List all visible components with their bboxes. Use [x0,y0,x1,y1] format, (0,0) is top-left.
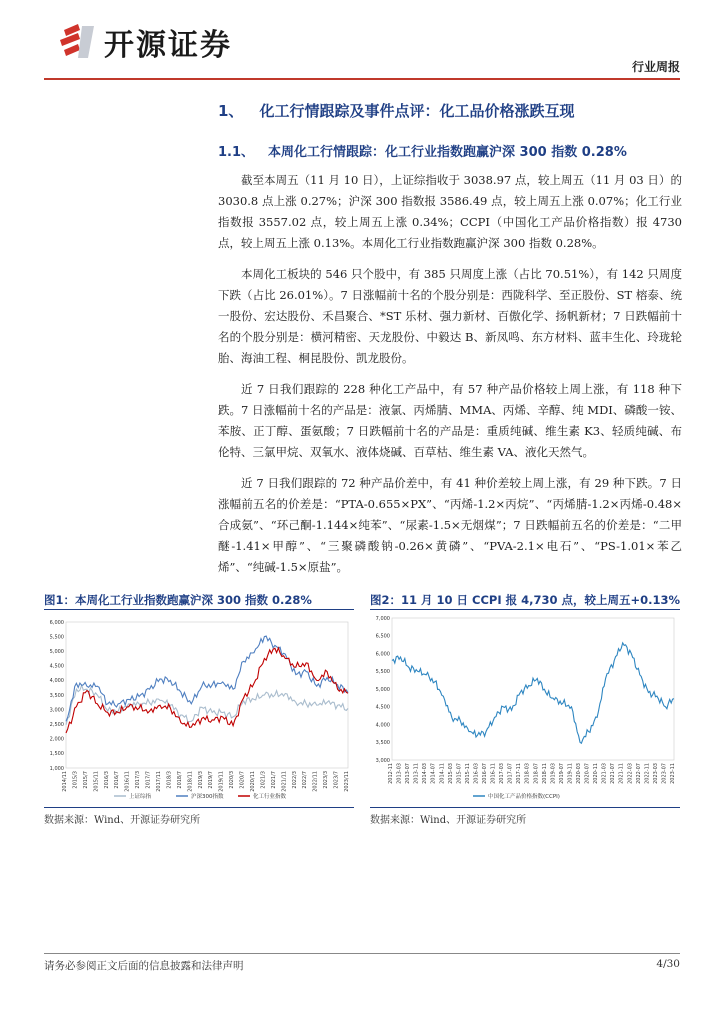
chart1-xtick-label: 2016/11 [124,771,131,792]
chart1-xtick-label: 2021/7 [270,771,277,789]
section-title: 化工行情跟踪及事件点评：化工品价格涨跌互现 [259,102,575,120]
chart2-xtick-label: 2021-03 [601,763,608,784]
chart1-ytick-label: 2,500 [49,722,64,728]
chart2-xtick-label: 2015-03 [447,763,454,784]
chart2-ytick-label: 3,500 [375,740,390,747]
figure2-source: 数据来源：Wind、开源证券研究所 [370,815,527,826]
chart2-xtick-label: 2021-07 [610,763,617,784]
chart1-xtick-label: 2022/11 [312,771,319,792]
figure1-bottom-rule [44,807,354,808]
brand-logo-icon [58,22,98,62]
chart1-ytick-label: 1,000 [49,765,64,772]
subsection-number: 1.1、 [218,145,255,160]
chart2-axes [376,616,676,784]
chart1-ytick-label: 5,000 [49,649,64,655]
chart1-xtick-label: 2019/3 [197,771,204,789]
chart2-ytick-label: 5,500 [375,669,390,676]
chart2-xtick-label: 2020-07 [584,763,591,784]
chart2-legend [473,792,560,800]
chart2-xtick-label: 2014-11 [439,763,446,784]
chart1-xtick-label: 2015/3 [72,771,79,789]
chart1-xtick-label: 2018/11 [187,771,194,792]
chart1-series-line [66,685,348,725]
paragraph-stocks: 本周化工板块的 546 只个股中，有 385 只周度上涨（占比 70.51%），有 142 只周度下跌（占比 26.01%）。7 日涨幅前十名的个股分别是：西陇科学、至正股份、ST 榕泰、统一股份、宏达股份、禾昌聚合、*ST 乐材、强力新材、百傲化学、扬帆新材；7 日跌幅前十名的个股分别是：横河精密、天龙股份、中毅达 B、新凤鸣、东方材料、蓝丰生化、玲珑轮胎、海油工程、桐昆股份、凯龙股份。 [218,267,682,365]
chart1-xtick-label: 2022/7 [302,771,309,789]
chart1-xtick-label: 2023/7 [333,771,340,789]
figure1-title: 图1：本周化工行业指数跑赢沪深 300 指数 0.28% [44,593,312,607]
chart2-ytick-label: 6,000 [375,651,390,658]
chart2-xtick-label: 2022-03 [627,763,634,784]
figure2-bottom-rule [370,807,680,808]
header-divider [44,78,680,80]
chart1-xtick-label: 2021/3 [260,771,267,789]
chart1-xtick-label: 2019/11 [218,771,225,792]
chart1-ytick-label: 3,500 [49,692,64,699]
chart2-xtick-label: 2016-11 [490,763,497,784]
subsection-heading [218,141,682,160]
figure2-title: 图2：11 月 10 日 CCPI 报 4,730 点，较上周五+0.13% [370,593,681,607]
figure2-chart [370,612,680,804]
chart2-xtick-label: 2019-07 [558,763,565,784]
chart2-xtick-label: 2017-03 [499,763,506,784]
chart1-xtick-label: 2020/11 [250,771,256,792]
chart1-series-line [66,636,348,721]
chart2-xtick-label: 2022-11 [644,763,651,784]
chart2-xtick-label: 2023-03 [652,763,659,784]
chart2-xtick-label: 2017-11 [516,763,523,784]
chart2-xtick-label: 2018-03 [524,763,531,784]
chart2-series-line [392,643,674,743]
chart2-xtick-label: 2012-11 [388,763,394,784]
page-number: 4/30 [656,958,680,970]
chart1-xtick-label: 2021/11 [281,771,288,792]
chart2-xtick-label: 2020-11 [593,763,600,784]
report-type-label: 行业周报 [631,60,680,74]
chart2-xtick-label: 2016-07 [482,763,488,784]
chart1-axes [50,620,350,792]
brand-logo [58,20,232,64]
chart2-frame [392,618,674,760]
chart1-xtick-label: 2016/3 [103,771,110,789]
chart2-xtick-label: 2016-03 [473,763,480,784]
chart2-xtick-label: 2019-03 [550,763,557,784]
chart2-xtick-label: 2017-07 [507,763,514,784]
chart2-ytick-label: 4,000 [375,722,390,729]
chart1-xtick-label: 2018/3 [166,771,173,789]
chart2-xtick-label: 2013-07 [405,763,412,784]
chart2-xtick-label: 2013-03 [396,763,403,784]
chart1-ytick-label: 5,500 [49,634,64,641]
chart1-ytick-label: 2,000 [49,736,64,743]
paragraph-products: 近 7 日我们跟踪的 228 种化工产品中，有 57 种产品价格较上周上涨，有 118 种下跌。7 日涨幅前十名的产品是：液氯、丙烯腈、MMA、丙烯、辛醇、纯 MDI、磷酸一铵、苯胺、正丁醇、蛋氨酸；7 日跌幅前十名的产品是：重质纯碱、维生素 K3、轻质纯碱、布伦特、三氯甲烷、双氧水、液体烧碱、百草枯、维生素 VA、液化天然气。 [218,382,682,459]
chart1-xtick-label: 2016/7 [114,771,121,789]
paragraph-market-summary: 截至本周五（11 月 10 日），上证综指收于 3038.97 点，较上周五（11 月 03 日）的 3030.8 点上涨 0.27%；沪深 300 指数报 3586.49 点，较上周五上涨 0.07%；化工行业指数报 3557.02 点，较上周五上涨 0.34%；CCPI（中国化工产品价格指数）报 4730 点，较上周五上涨 0.13%。本周化工行业指数跑赢沪深 300 指数 0.28%。 [218,173,682,250]
chart2-ytick-label: 4,500 [375,704,390,711]
chart2-xtick-label: 2014-03 [422,763,429,784]
chart1-ytick-label: 4,000 [49,678,64,685]
chart2-ytick-label: 3,000 [375,757,390,764]
chart1-xtick-label: 2023/3 [323,771,330,789]
chart2-ytick-label: 7,000 [375,615,390,622]
chart1-ytick-label: 3,000 [49,707,64,714]
chart1-legend-label: 上证综指 [129,794,152,800]
chart2-xtick-label: 2014-07 [430,763,437,784]
section-number: 1、 [218,102,244,120]
footer-disclaimer: 请务必参阅正文后面的信息披露和法律声明 [44,960,244,972]
chart1-legend-label: 化工行业指数 [253,794,287,800]
chart2-xtick-label: 2018-07 [533,763,540,784]
chart1-xtick-label: 2022/3 [291,771,298,789]
chart1-xtick-label: 2017/3 [135,771,142,789]
chart1-xtick-label: 2017/7 [145,771,152,789]
figure1-top-rule [44,609,354,610]
chart2-xtick-label: 2018-11 [541,763,548,784]
chart1-xtick-label: 2015/7 [82,771,89,789]
chart2-xtick-label: 2020-03 [576,763,582,784]
figure2-top-rule [370,609,680,610]
section-heading [218,100,682,121]
brand-name: 开源证券 [104,28,232,63]
chart1-legend [114,792,287,800]
figure1-chart [44,612,354,804]
paragraph-spreads: 近 7 日我们跟踪的 72 种产品价差中，有 41 种价差较上周上涨，有 29 种下跌。7 日涨幅前五名的价差是：“PTA-0.655×PX”、“丙烯-1.2×丙烷”、“丙烯腈-1.2×丙烯-0.48×合成氨”、“环己酮-1.144×纯苯”、“尿素-1.5×无烟煤”；7 日跌幅前五名的价差是：“二甲醚-1.41×甲醇”、“三聚磷酸钠-0.26×黄磷”、“PVA-2.1×电石”、“PS-1.01×苯乙烯”、“纯碱-1.5×原盐”。 [218,476,682,574]
chart2-xtick-label: 2023-07 [661,763,668,784]
main-content [218,100,682,588]
chart1-legend-label: 沪深300指数 [191,794,224,800]
chart1-ytick-label: 1,500 [49,751,64,758]
chart2-xtick-label: 2019-11 [567,763,574,784]
subsection-title: 本周化工行情跟踪：化工行业指数跑赢沪深 300 指数 0.28% [268,145,627,160]
chart1-ytick-label: 4,500 [49,663,64,670]
chart2-xtick-label: 2015-11 [464,763,471,784]
chart1-xtick-label: 2020/3 [229,771,236,789]
chart1-xtick-label: 2015/11 [93,771,100,792]
chart1-xtick-label: 2023/11 [344,771,350,792]
chart1-series-line [66,648,348,733]
chart2-xtick-label: 2023-11 [670,763,676,784]
figure1-source: 数据来源：Wind、开源证券研究所 [44,815,201,826]
chart2-xtick-label: 2013-11 [413,763,420,784]
chart1-frame [66,622,348,768]
chart2-ytick-label: 5,000 [375,686,390,693]
chart1-xtick-label: 2014/11 [62,771,68,792]
chart2-legend-label: 中国化工产品价格指数(CCPI) [488,794,560,800]
chart2-ytick-label: 6,500 [375,633,390,640]
chart1-xtick-label: 2018/7 [176,771,183,789]
footer-divider [44,953,680,954]
chart1-xtick-label: 2019/7 [208,771,215,789]
chart2-xtick-label: 2015-07 [456,763,463,784]
chart1-ytick-label: 6,000 [49,619,64,626]
chart2-xtick-label: 2021-11 [618,763,625,784]
chart1-xtick-label: 2017/11 [156,771,162,792]
chart1-xtick-label: 2020/7 [239,771,246,789]
chart2-xtick-label: 2022-07 [635,763,642,784]
